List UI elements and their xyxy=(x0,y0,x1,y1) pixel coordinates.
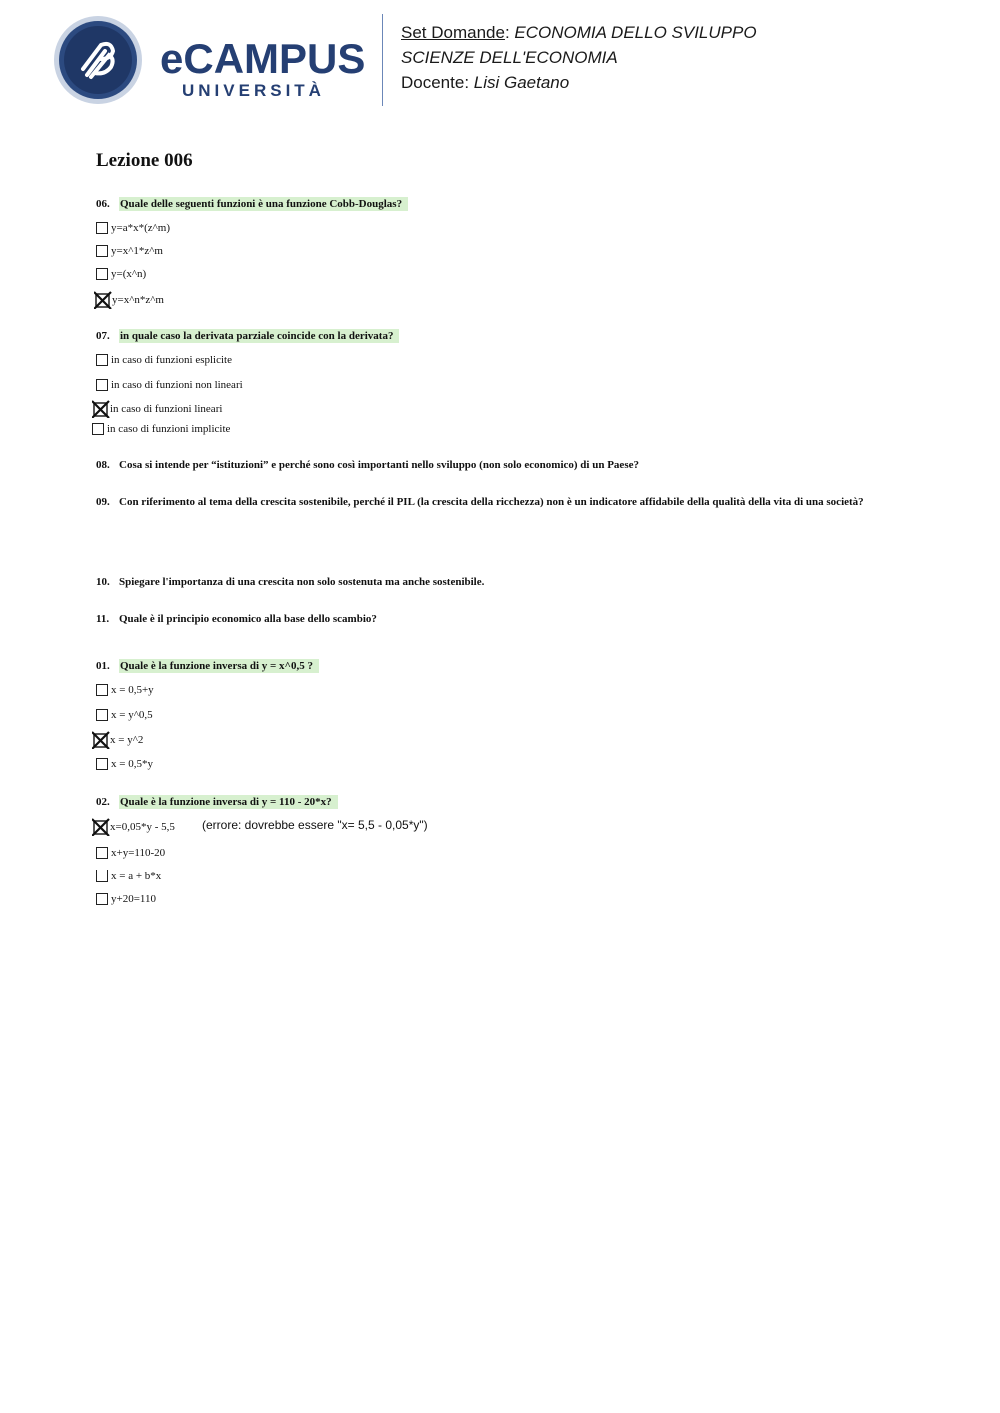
correction-note: (errore: dovrebbe essere "x= 5,5 - 0,05*y") xyxy=(202,818,428,832)
checkbox-icon[interactable] xyxy=(96,354,108,366)
option-checkbox[interactable] xyxy=(96,222,170,234)
question-number: 08. xyxy=(96,459,110,471)
checkbox-icon[interactable] xyxy=(96,870,108,882)
option-checkbox[interactable] xyxy=(96,354,232,366)
question-11 xyxy=(96,613,377,625)
option-label: x+y=110-20 xyxy=(111,847,166,859)
ecampus-seal-logo xyxy=(53,15,143,105)
question-01 xyxy=(96,660,319,672)
course-name: SCIENZE DELL'ECONOMIA xyxy=(401,48,618,67)
header-info xyxy=(401,20,757,95)
checked-x-icon[interactable] xyxy=(92,731,110,749)
checked-x-icon[interactable] xyxy=(92,400,110,418)
option-label: y=x^n*z^m xyxy=(112,294,164,306)
checked-x-icon[interactable] xyxy=(92,818,110,836)
question-number: 10. xyxy=(96,576,110,588)
set-label: Set Domande xyxy=(401,23,505,42)
option-label: x = 0,5*y xyxy=(111,758,153,770)
checkbox-icon[interactable] xyxy=(96,709,108,721)
option-checkbox-checked[interactable] xyxy=(94,400,222,418)
option-label: in caso di funzioni non lineari xyxy=(111,379,243,391)
checkbox-icon[interactable] xyxy=(96,893,108,905)
header-divider xyxy=(382,14,383,106)
option-label: in caso di funzioni implicite xyxy=(107,423,231,435)
option-checkbox[interactable] xyxy=(96,870,161,882)
option-checkbox[interactable] xyxy=(96,684,154,696)
option-label: in caso di funzioni esplicite xyxy=(111,354,232,366)
option-checkbox[interactable] xyxy=(96,268,146,280)
question-06 xyxy=(96,198,408,210)
option-checkbox[interactable] xyxy=(96,245,163,257)
question-text: Quale delle seguenti funzioni è una funzione Cobb-Douglas? xyxy=(119,197,408,211)
question-text: in quale caso la derivata parziale coincide con la derivata? xyxy=(119,329,399,343)
option-checkbox-checked[interactable] xyxy=(94,731,143,749)
option-checkbox-checked[interactable] xyxy=(94,818,175,836)
option-label: y=a*x*(z^m) xyxy=(111,222,171,234)
question-text: Con riferimento al tema della crescita sostenibile, perché il PIL (la crescita della ricchezza) non è un indicatore affidabile della qualità della vita di una società? xyxy=(119,496,864,508)
question-text: Spiegare l'importanza di una crescita non solo sostenuta ma anche sostenibile. xyxy=(119,576,485,588)
question-number: 09. xyxy=(96,496,110,508)
option-label: y=x^1*z^m xyxy=(111,245,163,257)
option-label: x = 0,5+y xyxy=(111,684,154,696)
question-10 xyxy=(96,576,484,588)
checkbox-icon[interactable] xyxy=(92,423,104,435)
checkbox-icon[interactable] xyxy=(96,684,108,696)
question-number: 01. xyxy=(96,660,110,672)
question-08 xyxy=(96,459,639,471)
question-07 xyxy=(96,330,399,342)
checked-x-icon[interactable] xyxy=(94,291,112,309)
teacher-name: Lisi Gaetano xyxy=(473,73,570,92)
question-text: Quale è il principio economico alla base dello scambio? xyxy=(119,613,377,625)
checkbox-icon[interactable] xyxy=(96,379,108,391)
option-checkbox[interactable] xyxy=(96,379,243,391)
option-checkbox[interactable] xyxy=(96,758,153,770)
option-label: in caso di funzioni lineari xyxy=(110,403,223,415)
option-checkbox[interactable] xyxy=(96,709,153,721)
checkbox-icon[interactable] xyxy=(96,847,108,859)
checkbox-icon[interactable] xyxy=(96,268,108,280)
option-label: x=0,05*y - 5,5 xyxy=(110,821,175,833)
question-number: 06. xyxy=(96,198,110,210)
option-label: y=(x^n) xyxy=(111,268,147,280)
question-text: Quale è la funzione inversa di y = x^0,5 ? xyxy=(119,659,319,673)
question-text: Cosa si intende per “istituzioni” e perché sono così importanti nello sviluppo (non solo economico) di un Paese? xyxy=(119,459,639,471)
option-checkbox[interactable] xyxy=(92,423,230,435)
option-checkbox[interactable] xyxy=(96,847,165,859)
teacher-line xyxy=(401,70,757,95)
checkbox-icon[interactable] xyxy=(96,245,108,257)
question-number: 07. xyxy=(96,330,110,342)
teacher-label: Docente: xyxy=(401,73,474,92)
brand-name: eCAMPUS xyxy=(160,35,366,82)
option-checkbox-checked[interactable] xyxy=(96,291,164,309)
question-09 xyxy=(96,495,866,509)
question-text: Quale è la funzione inversa di y = 110 - 20*x? xyxy=(119,795,338,809)
ecampus-wordmark xyxy=(160,35,370,108)
option-label: x = y^0,5 xyxy=(111,709,153,721)
question-number: 02. xyxy=(96,796,110,808)
checkbox-icon[interactable] xyxy=(96,222,108,234)
set-value: ECONOMIA DELLO SVILUPPO xyxy=(514,23,757,42)
option-label: y+20=110 xyxy=(111,893,156,905)
question-number: 11. xyxy=(96,613,110,625)
option-label: x = y^2 xyxy=(110,734,144,746)
lesson-title: Lezione 006 xyxy=(96,150,193,171)
question-02 xyxy=(96,796,338,808)
set-line: Set Domande: ECONOMIA DELLO SVILUPPO xyxy=(401,23,757,42)
checkbox-icon[interactable] xyxy=(96,758,108,770)
brand-subtitle: UNIVERSITÀ xyxy=(182,81,325,100)
option-label: x = a + b*x xyxy=(111,870,162,882)
option-checkbox[interactable] xyxy=(96,893,156,905)
